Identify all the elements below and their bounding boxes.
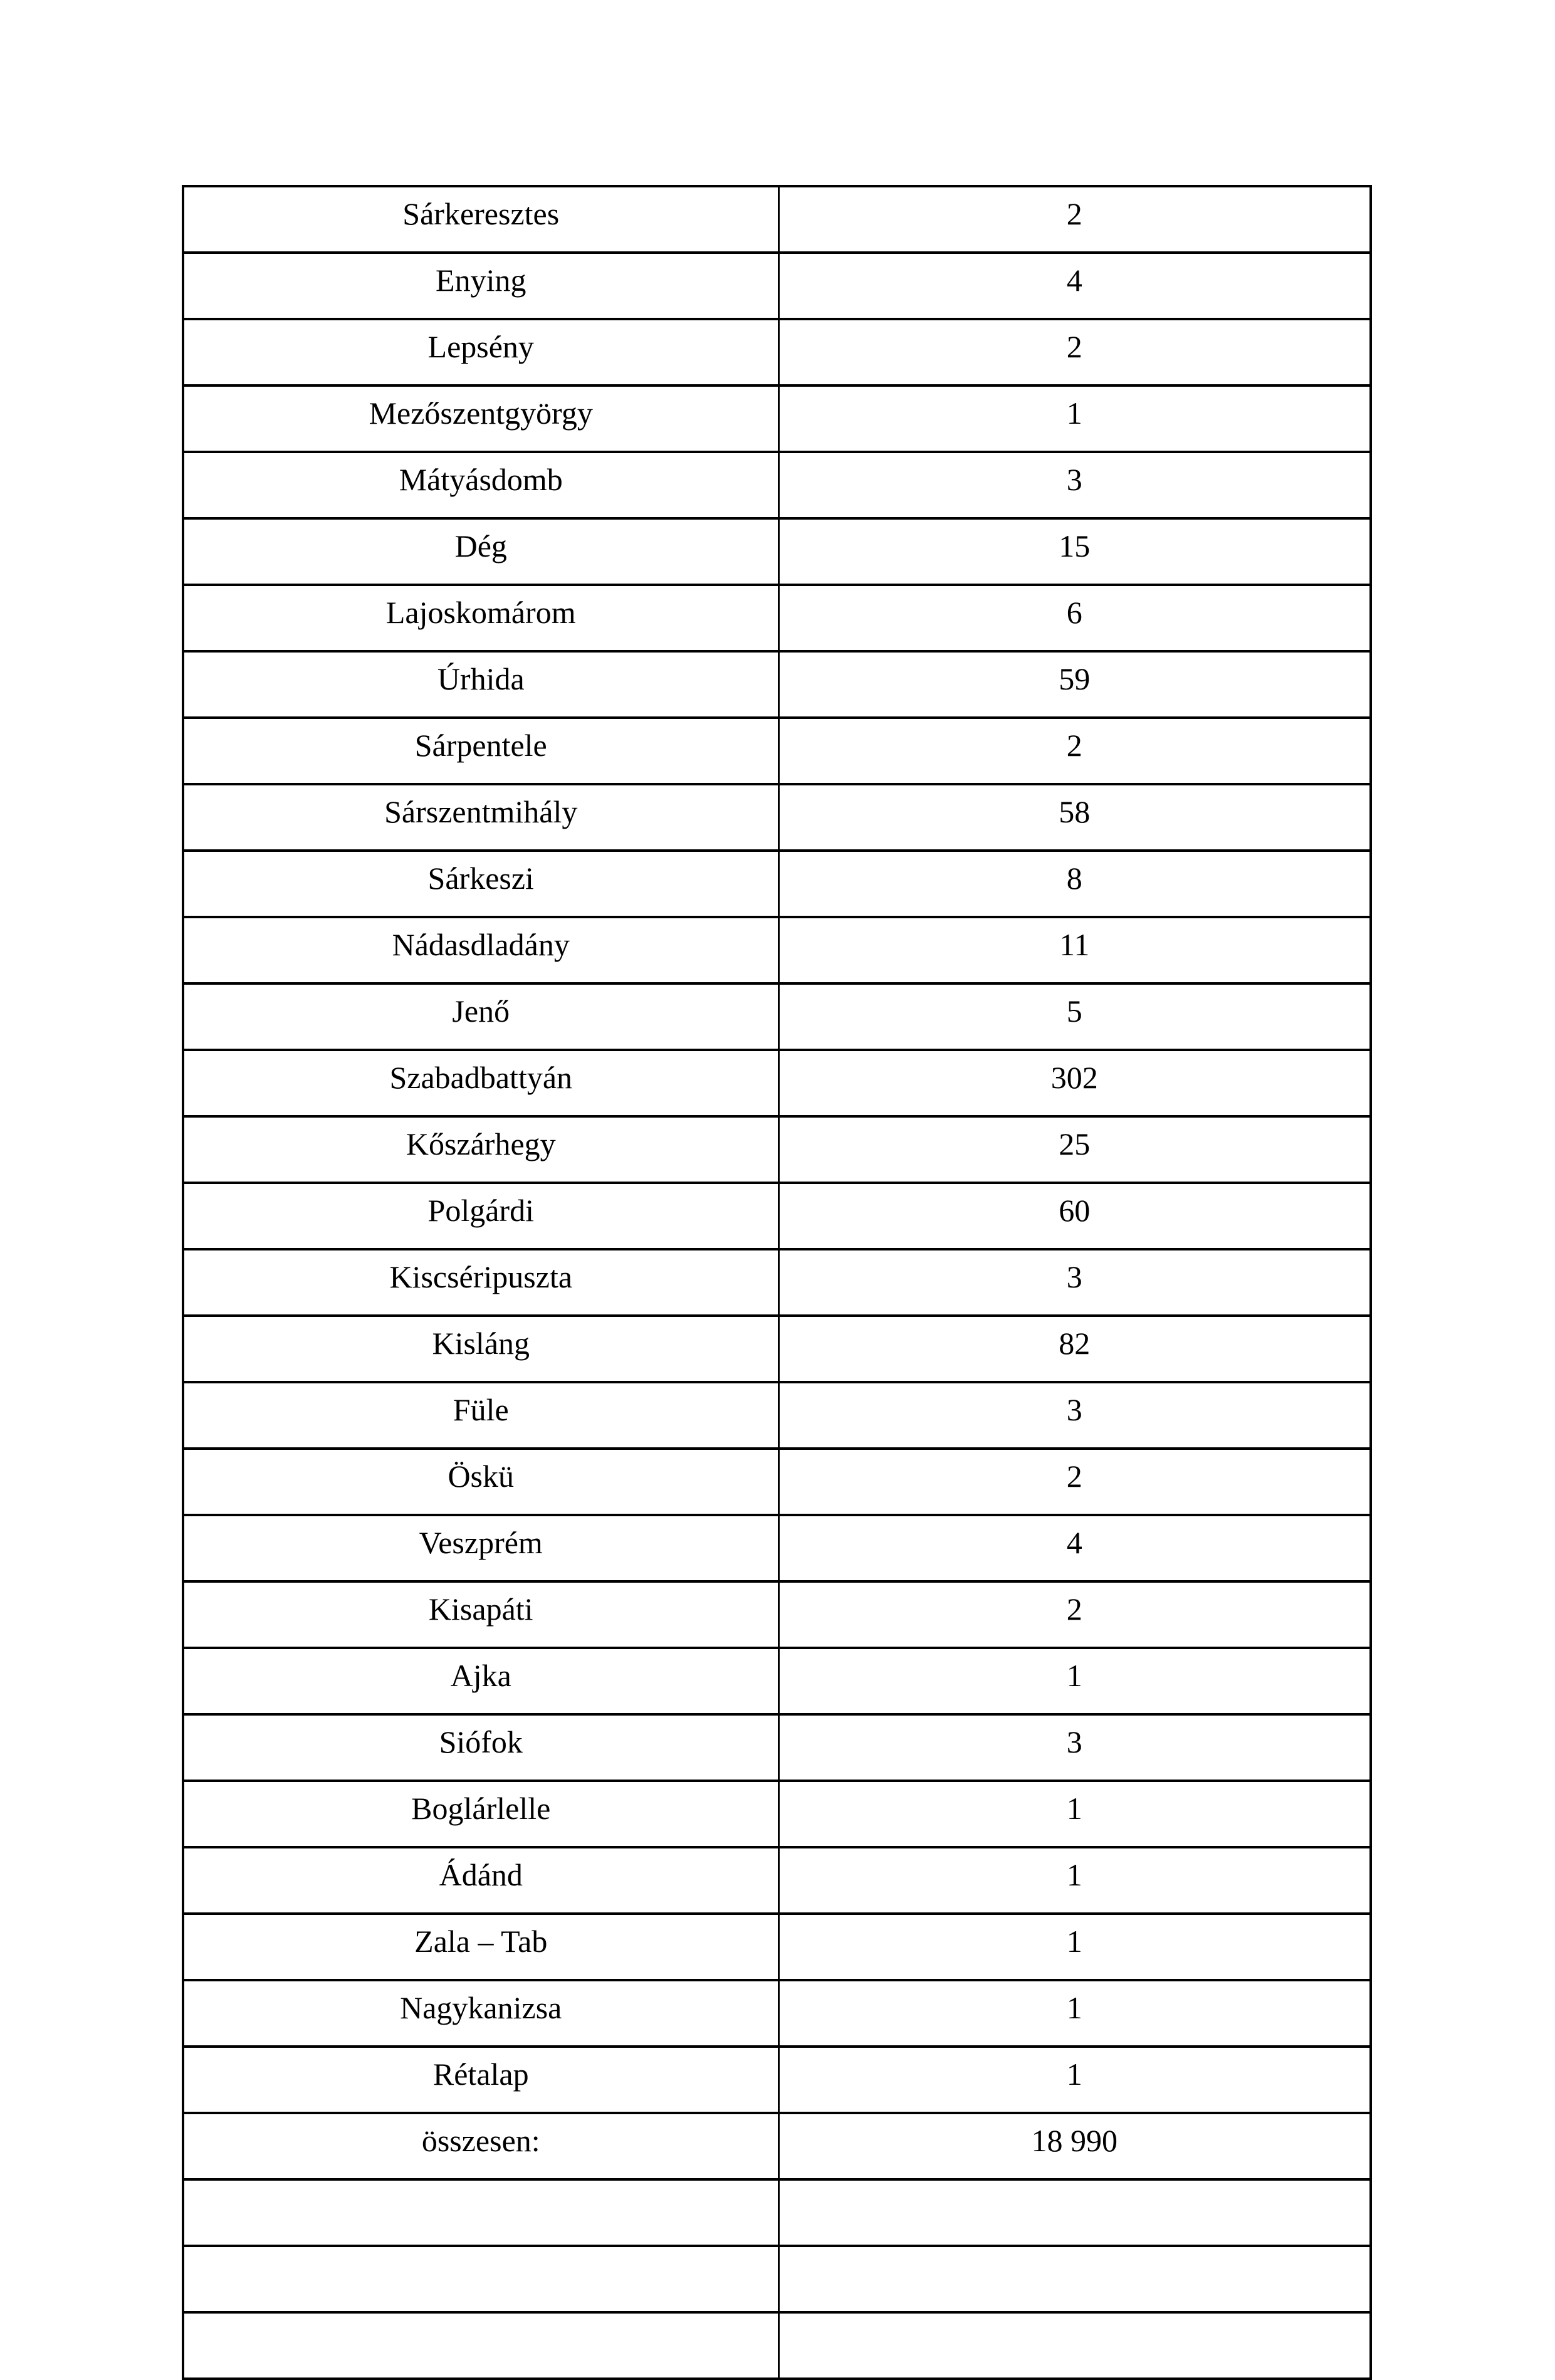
settlement-name-cell: összesen:	[183, 2113, 778, 2179]
table-row	[183, 1050, 1371, 1116]
table-row	[183, 718, 1371, 784]
settlement-name-cell: Sárpentele	[183, 718, 778, 784]
table-row	[183, 2246, 1371, 2312]
count-cell: 3	[778, 452, 1371, 518]
settlement-name-cell: Siófok	[183, 1714, 778, 1781]
table-row	[183, 851, 1371, 917]
count-cell: 2	[778, 1581, 1371, 1648]
table-row	[183, 319, 1371, 385]
settlement-name-cell: Kisláng	[183, 1316, 778, 1382]
settlement-name-cell: Boglárlelle	[183, 1781, 778, 1847]
count-cell: 1	[778, 1914, 1371, 1980]
table-row	[183, 452, 1371, 518]
table-row	[183, 917, 1371, 983]
count-cell: 2	[778, 718, 1371, 784]
settlement-name-cell: Kiscséripuszta	[183, 1249, 778, 1316]
settlement-name-cell: Mezőszentgyörgy	[183, 385, 778, 452]
table-row	[183, 983, 1371, 1050]
table-row	[183, 1714, 1371, 1781]
settlement-name-cell: Ádánd	[183, 1847, 778, 1914]
settlement-name-cell: Jenő	[183, 983, 778, 1050]
table-row	[183, 385, 1371, 452]
table-row	[183, 1847, 1371, 1914]
count-cell: 1	[778, 1781, 1371, 1847]
settlement-name-cell: Ajka	[183, 1648, 778, 1714]
table-body	[183, 186, 1371, 2379]
count-cell	[778, 2179, 1371, 2246]
count-cell: 1	[778, 1980, 1371, 2047]
count-cell: 1	[778, 385, 1371, 452]
settlement-name-cell	[183, 2312, 778, 2379]
count-cell: 11	[778, 917, 1371, 983]
table-row	[183, 1449, 1371, 1515]
count-cell: 2	[778, 319, 1371, 385]
count-cell: 6	[778, 585, 1371, 651]
count-cell: 2	[778, 1449, 1371, 1515]
count-cell: 15	[778, 518, 1371, 585]
table-row	[183, 784, 1371, 851]
count-cell: 2	[778, 186, 1371, 253]
count-cell: 4	[778, 1515, 1371, 1581]
settlement-name-cell: Sárkeszi	[183, 851, 778, 917]
table-row	[183, 1980, 1371, 2047]
table-row	[183, 2179, 1371, 2246]
settlement-name-cell: Rétalap	[183, 2047, 778, 2113]
table-row	[183, 1581, 1371, 1648]
count-cell	[778, 2246, 1371, 2312]
settlement-name-cell: Zala – Tab	[183, 1914, 778, 1980]
count-cell: 59	[778, 651, 1371, 718]
table-row	[183, 2113, 1371, 2179]
count-cell: 1	[778, 1847, 1371, 1914]
table-row	[183, 518, 1371, 585]
settlement-name-cell: Kőszárhegy	[183, 1116, 778, 1183]
count-cell: 60	[778, 1183, 1371, 1249]
settlement-name-cell: Dég	[183, 518, 778, 585]
table-row	[183, 1515, 1371, 1581]
table-row	[183, 2047, 1371, 2113]
count-cell: 82	[778, 1316, 1371, 1382]
table-row	[183, 2312, 1371, 2379]
table-row	[183, 1249, 1371, 1316]
count-cell: 5	[778, 983, 1371, 1050]
settlement-name-cell: Mátyásdomb	[183, 452, 778, 518]
settlement-name-cell: Szabadbattyán	[183, 1050, 778, 1116]
count-cell: 3	[778, 1382, 1371, 1449]
table-row	[183, 1382, 1371, 1449]
settlement-name-cell: Enying	[183, 253, 778, 319]
count-cell: 302	[778, 1050, 1371, 1116]
count-cell: 18 990	[778, 2113, 1371, 2179]
table-row	[183, 1914, 1371, 1980]
settlement-name-cell: Nádasdladány	[183, 917, 778, 983]
count-cell: 4	[778, 253, 1371, 319]
table-row	[183, 1316, 1371, 1382]
settlement-name-cell	[183, 2179, 778, 2246]
settlement-name-cell: Nagykanizsa	[183, 1980, 778, 2047]
count-cell: 58	[778, 784, 1371, 851]
count-cell: 1	[778, 1648, 1371, 1714]
count-cell: 25	[778, 1116, 1371, 1183]
settlement-name-cell: Veszprém	[183, 1515, 778, 1581]
count-cell: 3	[778, 1714, 1371, 1781]
count-cell: 1	[778, 2047, 1371, 2113]
table-row	[183, 651, 1371, 718]
settlement-name-cell: Lepsény	[183, 319, 778, 385]
settlement-name-cell: Sárszentmihály	[183, 784, 778, 851]
table-row	[183, 1648, 1371, 1714]
count-cell	[778, 2312, 1371, 2379]
settlement-name-cell: Öskü	[183, 1449, 778, 1515]
count-cell: 8	[778, 851, 1371, 917]
table-row	[183, 1183, 1371, 1249]
settlement-name-cell	[183, 2246, 778, 2312]
table-row	[183, 186, 1371, 253]
settlement-name-cell: Füle	[183, 1382, 778, 1449]
settlement-count-table	[182, 185, 1372, 2380]
table-row	[183, 253, 1371, 319]
count-cell: 3	[778, 1249, 1371, 1316]
settlement-name-cell: Sárkeresztes	[183, 186, 778, 253]
table-row	[183, 1116, 1371, 1183]
settlement-name-cell: Úrhida	[183, 651, 778, 718]
table-row	[183, 585, 1371, 651]
settlement-name-cell: Lajoskomárom	[183, 585, 778, 651]
settlement-name-cell: Polgárdi	[183, 1183, 778, 1249]
settlement-name-cell: Kisapáti	[183, 1581, 778, 1648]
table-row	[183, 1781, 1371, 1847]
